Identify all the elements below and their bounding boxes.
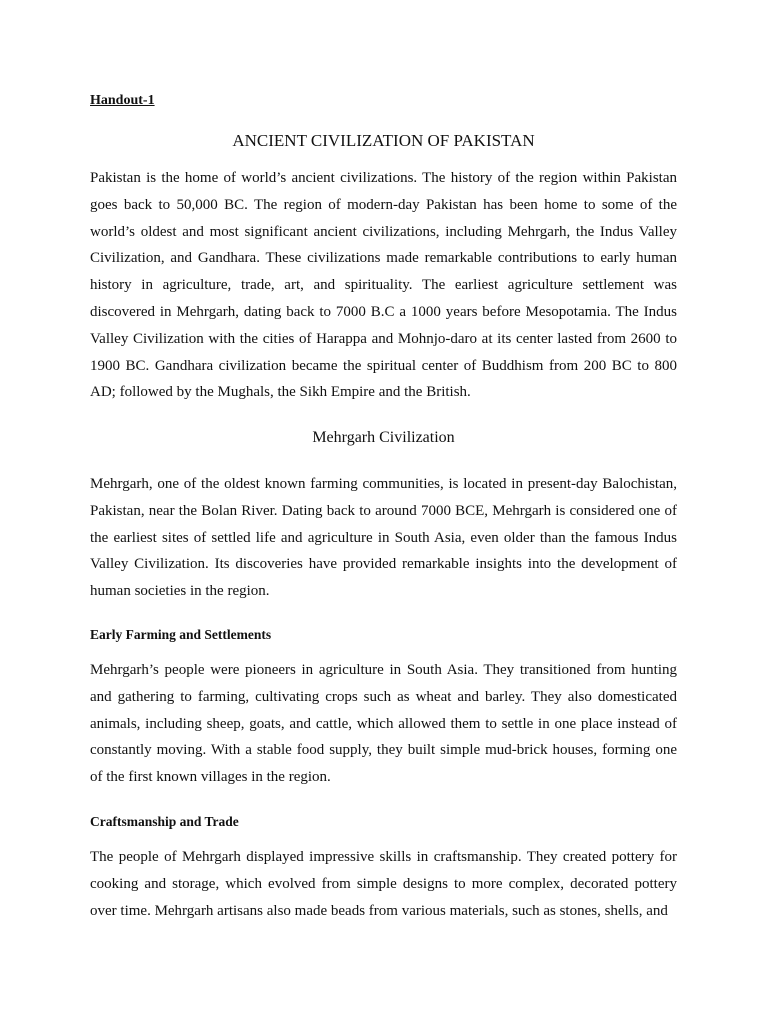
- document-title: ANCIENT CIVILIZATION OF PAKISTAN: [232, 131, 535, 150]
- section-title: Mehrgarh Civilization: [312, 429, 455, 446]
- farming-paragraph: Mehrgarh’s people were pioneers in agriculture in South Asia. They transitioned from hunting and gathering to farming, cultivating crops such as wheat and barley. They also domesticated animals, including sheep, goats, and cattle, which allowed them to settle in one place instead of constantly moving. With a stable food supply, they built simple mud-brick houses, forming one of the first known villages in the region.: [90, 662, 677, 786]
- craftsmanship-paragraph: The people of Mehrgarh displayed impressive skills in craftsmanship. They created pottery for cooking and storage, which evolved from simple designs to more complex, decorated pottery over time. Mehrgarh artisans also made beads from various materials, such as stones, shells, and: [90, 849, 677, 919]
- intro-paragraph: Pakistan is the home of world’s ancient civilizations. The history of the region within Pakistan goes back to 50,000 BC. The region of modern-day Pakistan has been home to some of the world’s oldest and most significant ancient civilizations, including Mehrgarh, the Indus Valley Civilization, and Gandhara. These civilizations made remarkable contributions to early human history in agriculture, trade, art, and spirituality. The earliest agriculture settlement was discovered in Mehrgarh, dating back to 7000 B.C a 1000 years before Mesopotamia. The Indus Valley Civilization with the cities of Harappa and Mohnjo-daro at its center lasted from 2600 to 1900 BC. Gandhara civilization became the spiritual center of Buddhism from 200 BC to 800 AD; followed by the Mughals, the Sikh Empire and the British.: [90, 170, 677, 401]
- subsection-heading-farming: Early Farming and Settlements: [90, 627, 272, 642]
- subsection-heading-craftsmanship: Craftsmanship and Trade: [90, 814, 239, 829]
- section-intro-paragraph: Mehrgarh, one of the oldest known farming communities, is located in present-day Balochistan, Pakistan, near the Bolan River. Dating back to around 7000 BCE, Mehrgarh is considered one of the earliest sites of settled life and agriculture in South Asia, even older than the famous Indus Valley Civilization. Its discoveries have provided remarkable insights into the development of human societies in the region.: [90, 476, 677, 600]
- handout-label: Handout-1: [90, 93, 155, 108]
